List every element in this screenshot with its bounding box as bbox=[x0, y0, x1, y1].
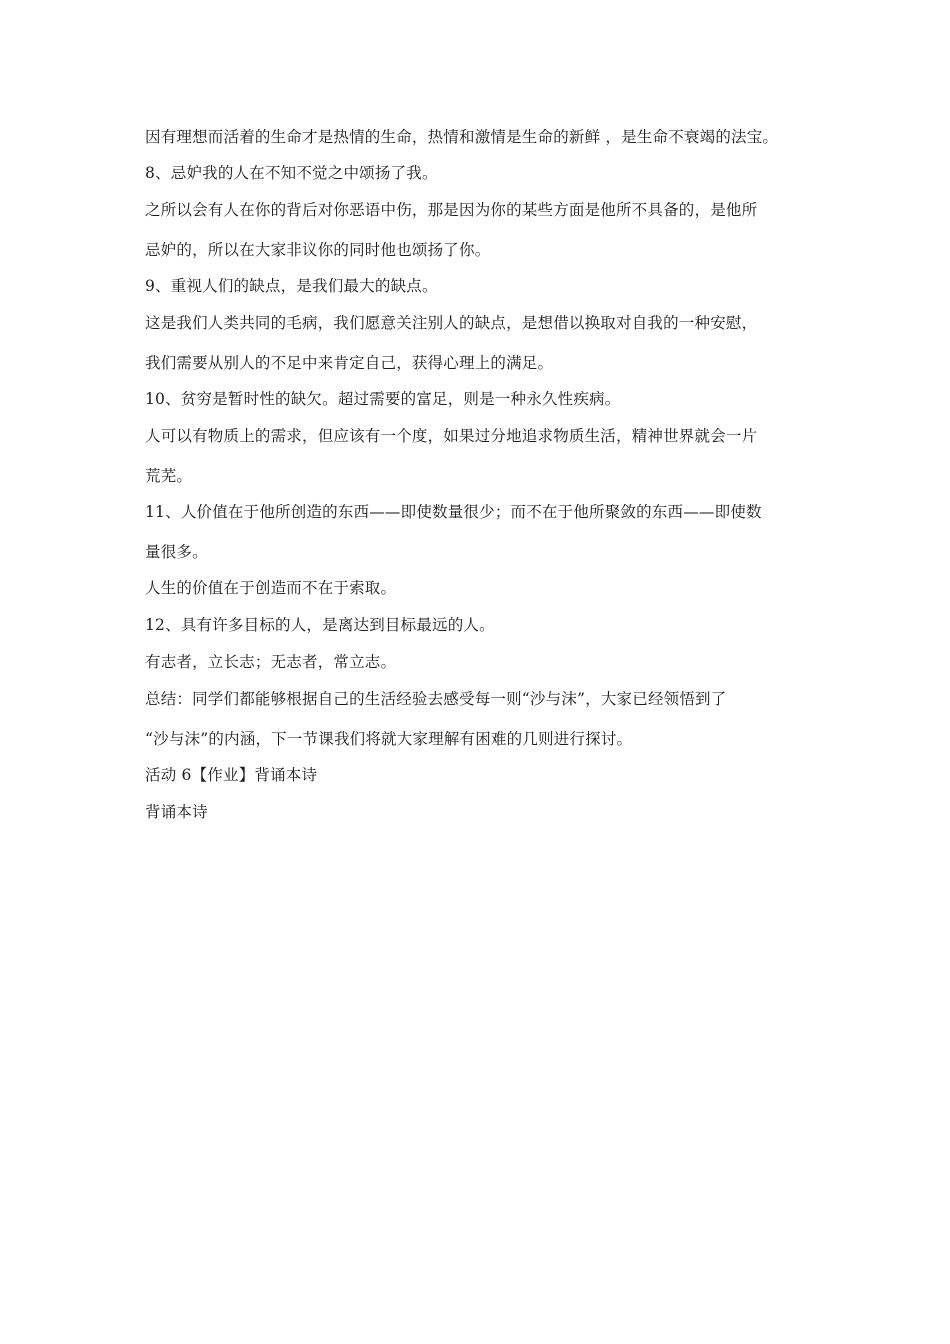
quote-11-line-2: 量很多。 bbox=[145, 543, 208, 561]
explanation-10-line-1: 人可以有物质上的需求，但应该有一个度，如果过分地追求物质生活，精神世界就会一片 bbox=[145, 427, 758, 445]
explanation-9-line-2: 我们需要从别人的不足中来肯定自己，获得心理上的满足。 bbox=[145, 354, 554, 372]
summary-line-1: 总结：同学们都能够根据自己的生活经验去感受每一则“沙与沫”，大家已经领悟到了 bbox=[145, 690, 727, 708]
explanation-10-line-2: 荒芜。 bbox=[145, 467, 193, 485]
text-line-passion: 因有理想而活着的生命才是热情的生命，热情和激情是生命的新鲜 ，是生命不衰竭的法宝。 bbox=[145, 128, 779, 146]
summary-line-2: “沙与沫”的内涵，下一节课我们将就大家理解有困难的几则进行探讨。 bbox=[145, 730, 633, 748]
explanation-9-line-1: 这是我们人类共同的毛病，我们愿意关注别人的缺点，是想借以换取对自我的一种安慰， bbox=[145, 314, 758, 332]
activity-6-content: 背诵本诗 bbox=[145, 803, 208, 821]
quote-10: 10、贫穷是暂时性的缺欠。超过需要的富足，则是一种永久性疾病。 bbox=[145, 390, 621, 408]
explanation-11: 人生的价值在于创造而不在于索取。 bbox=[145, 579, 397, 597]
explanation-8-line-1: 之所以会有人在你的背后对你恶语中伤，那是因为你的某些方面是他所不具备的，是他所 bbox=[145, 201, 758, 219]
quote-11-line-1: 11、人价值在于他所创造的东西——即使数量很少；而不在于他所聚敛的东西——即使数 bbox=[145, 503, 762, 521]
explanation-8-line-2: 忌妒的，所以在大家非议你的同时他也颂扬了你。 bbox=[145, 241, 491, 259]
activity-6-heading: 活动 6【作业】背诵本诗 bbox=[145, 766, 318, 784]
quote-8: 8、忌妒我的人在不知不觉之中颂扬了我。 bbox=[145, 164, 438, 182]
quote-9: 9、重视人们的缺点，是我们最大的缺点。 bbox=[145, 277, 438, 295]
quote-12: 12、具有许多目标的人，是离达到目标最远的人。 bbox=[145, 616, 495, 634]
explanation-12: 有志者，立长志；无志者，常立志。 bbox=[145, 653, 397, 671]
